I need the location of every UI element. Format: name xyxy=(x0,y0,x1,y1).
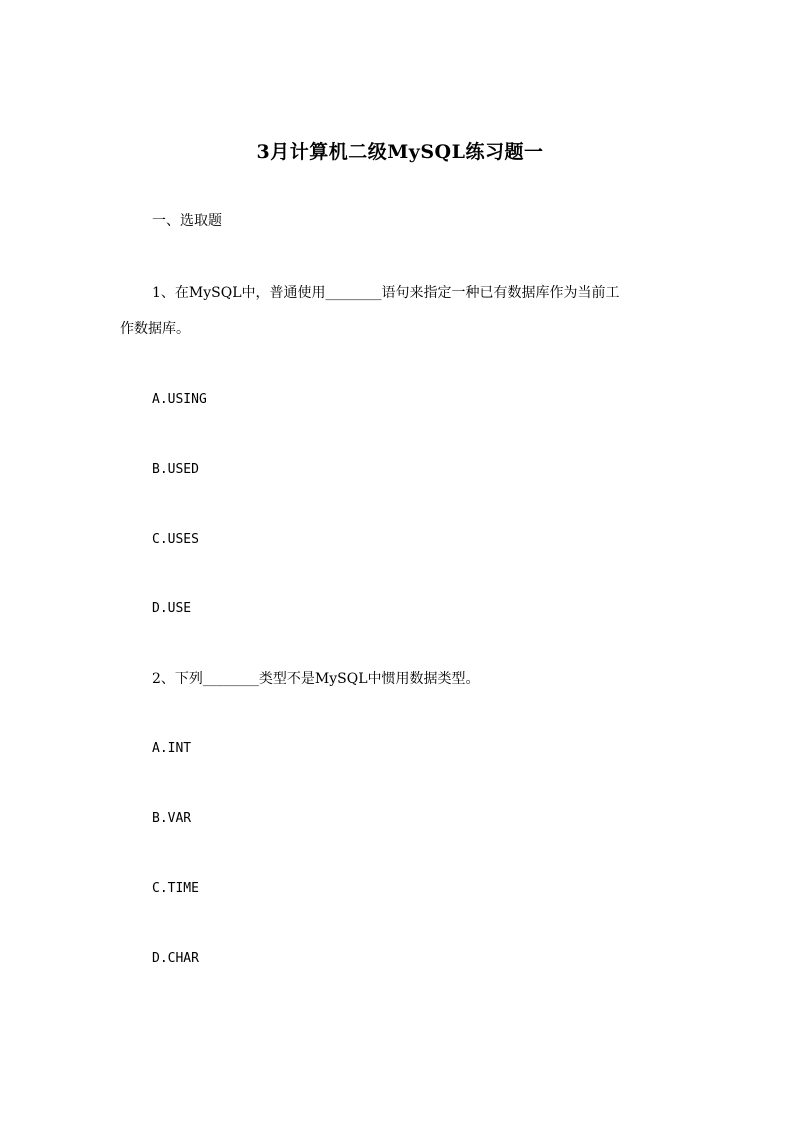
question-1-stem-line-2: 作数据库。 xyxy=(120,321,190,337)
question-1-option-a: A.USING xyxy=(152,392,207,407)
question-1-option-c: C.USES xyxy=(152,532,199,547)
question-2-stem: 2、下列________类型不是MySQL中惯用数据类型。 xyxy=(152,671,480,687)
question-1-option-b: B.USED xyxy=(152,462,199,477)
section-heading: 一、选取题 xyxy=(152,213,222,229)
document-title: 3月计算机二级MySQL练习题一 xyxy=(256,141,544,163)
question-2-option-a: A.INT xyxy=(152,741,192,756)
question-2-option-d: D.CHAR xyxy=(152,951,199,966)
question-1-stem-line-1: 1、在MySQL中，普通使用________语句来指定一种已有数据库作为当前工 xyxy=(152,285,620,301)
question-2-option-c: C.TIME xyxy=(152,881,199,896)
question-1-option-d: D.USE xyxy=(152,601,192,616)
question-2-option-b: B.VAR xyxy=(152,811,192,826)
